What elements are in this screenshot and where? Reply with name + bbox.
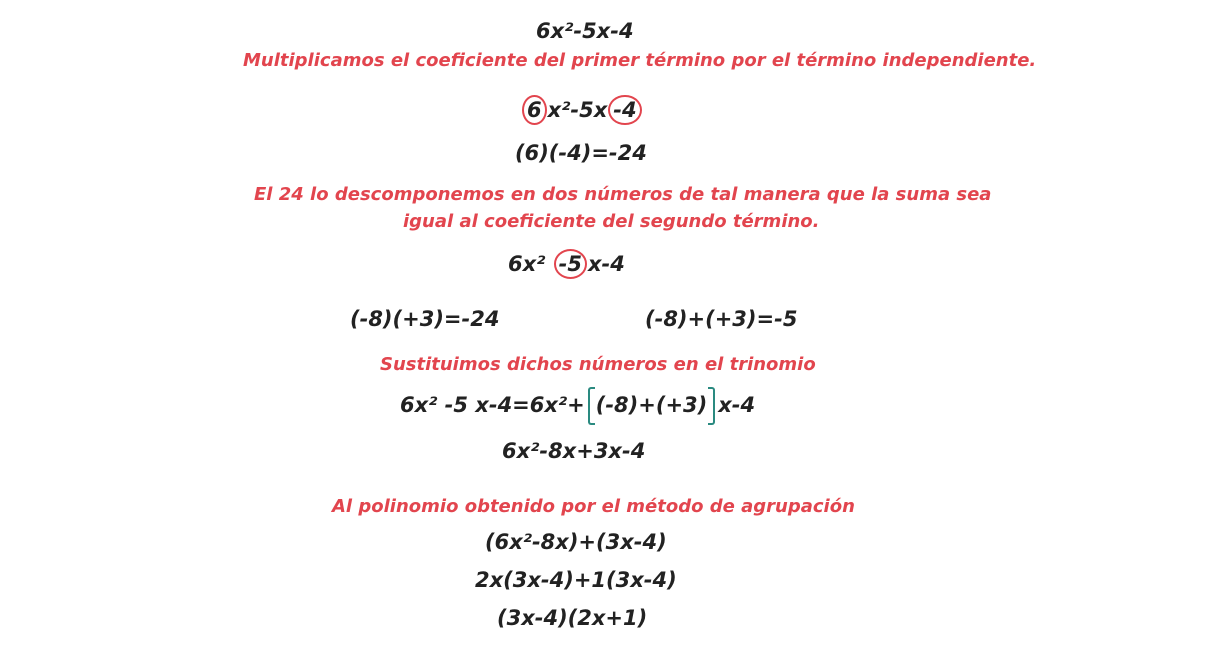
substitution-left: 6x² -5 x-4=6x²+ — [400, 393, 585, 417]
circled-first-coefficient: 6 — [522, 95, 547, 125]
highlighted-trinomial — [521, 95, 643, 125]
trinomial-middle-highlight — [508, 249, 625, 279]
substitution-equation — [400, 391, 755, 419]
instruction-decompose-line1: El 24 lo descomponemos en dos números de tal manera que la suma sea — [254, 184, 992, 205]
circled-independent-term: -4 — [608, 95, 641, 125]
factored-result: (3x-4)(2x+1) — [497, 606, 648, 630]
trinomial-suffix: x-4 — [588, 252, 625, 276]
sum-check: (-8)+(+3)=-5 — [645, 307, 798, 331]
instruction-grouping: Al polinomio obtenido por el método de agrupación — [332, 496, 855, 517]
grouping-step-2: 2x(3x-4)+1(3x-4) — [475, 568, 677, 592]
trinomial-middle-part: x²-5x — [547, 98, 608, 122]
circled-middle-coefficient: -5 — [554, 249, 587, 279]
instruction-decompose-line2: igual al coeficiente del segundo término. — [403, 211, 820, 232]
coefficient-product: (6)(-4)=-24 — [515, 141, 647, 165]
product-check: (-8)(+3)=-24 — [350, 307, 500, 331]
instruction-multiply-coefficients: Multiplicamos el coeficiente del primer término por el término independiente. — [243, 50, 1037, 71]
original-trinomial: 6x²-5x-4 — [536, 19, 634, 43]
instruction-substitute: Sustituimos dichos números en el trinomio — [380, 354, 816, 375]
expanded-polynomial: 6x²-8x+3x-4 — [502, 439, 646, 463]
bracketed-sum: (-8)+(+3) — [588, 391, 716, 419]
substitution-right: x-4 — [718, 393, 756, 417]
trinomial-prefix: 6x² — [508, 252, 546, 276]
grouping-step-1: (6x²-8x)+(3x-4) — [485, 530, 667, 554]
